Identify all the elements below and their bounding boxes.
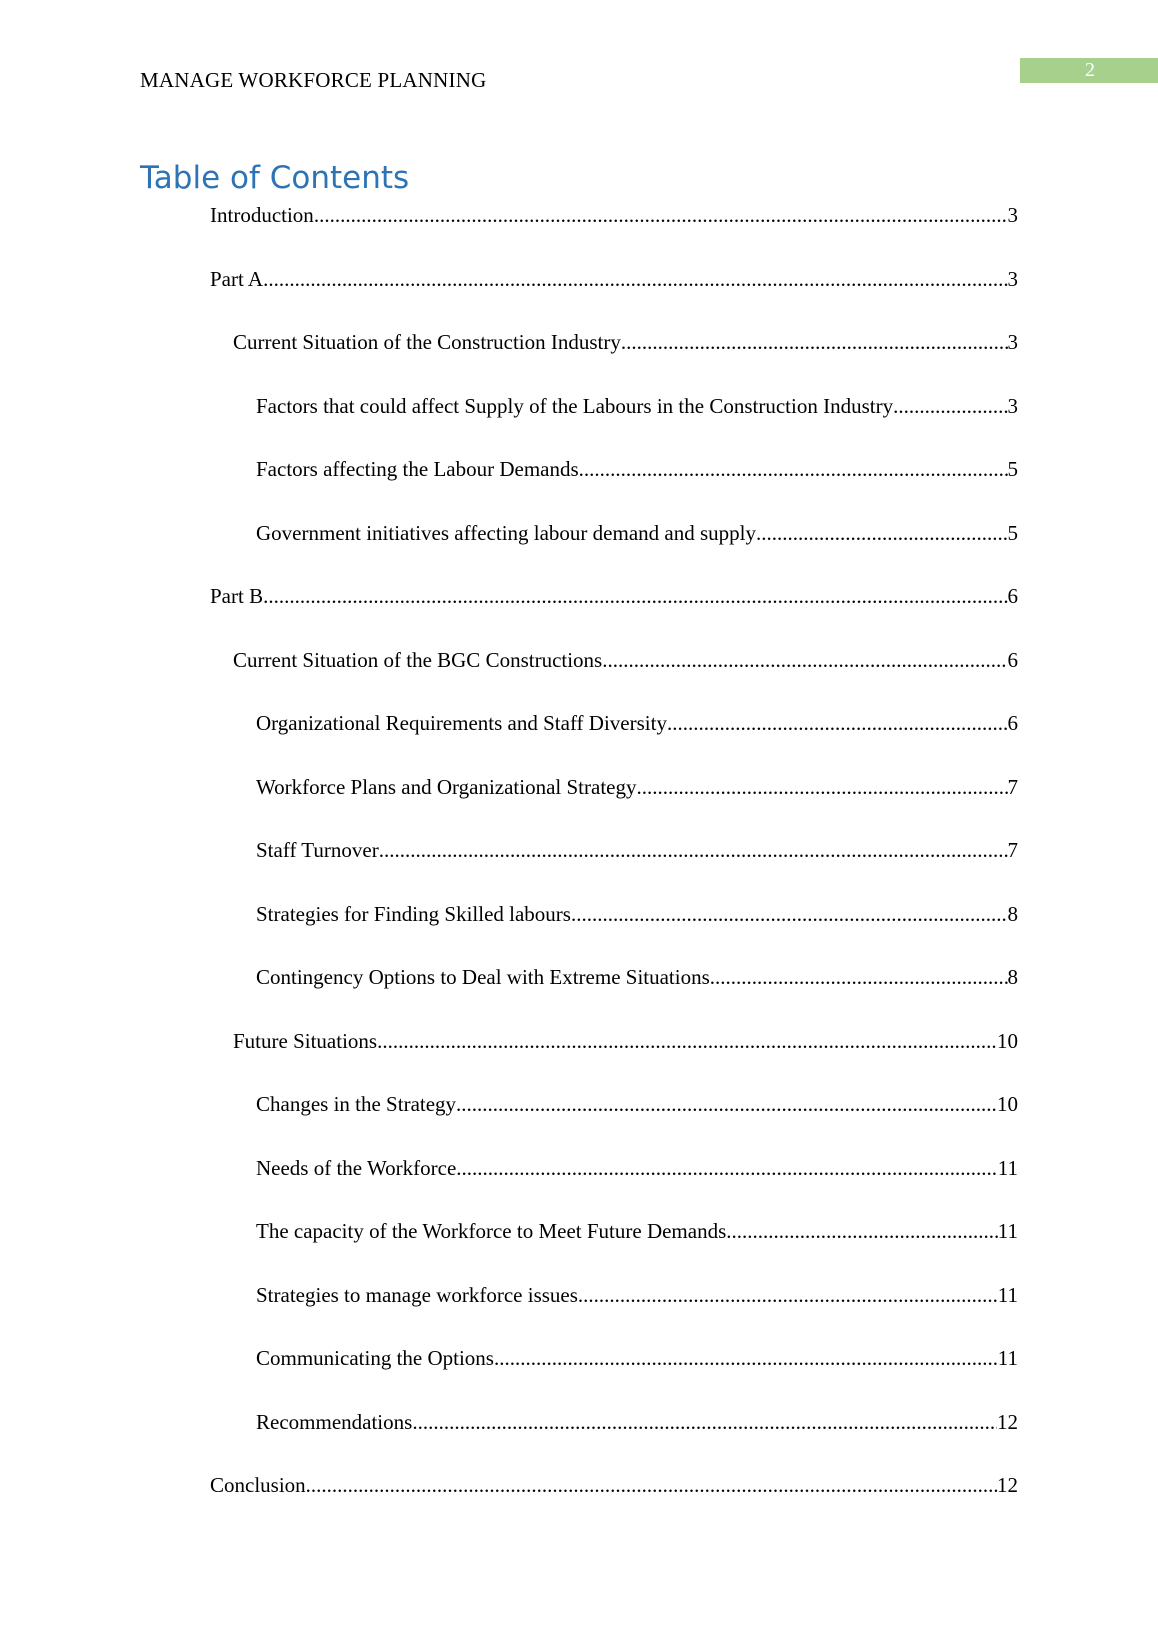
toc-dot-leader <box>412 1410 997 1435</box>
toc-entry-changes-strategy[interactable] <box>0 1089 1158 1153</box>
toc-entry-introduction[interactable] <box>0 200 1158 264</box>
toc-entry-text: Factors that could affect Supply of the Labours in the Construction Industry <box>256 393 894 418</box>
toc-list <box>0 200 1158 1534</box>
toc-entry-text: The capacity of the Workforce to Meet Future Demands <box>256 1219 727 1243</box>
toc-entry-text: Part B <box>210 584 264 608</box>
toc-dot-leader <box>571 902 1008 927</box>
toc-entry-page: 6 <box>1007 584 1018 608</box>
toc-entry-organizational-requirements[interactable] <box>0 708 1158 772</box>
toc-dot-leader <box>578 1283 998 1308</box>
toc-entry-page: 5 <box>1007 457 1018 481</box>
toc-entry-strategies-workforce-issues[interactable] <box>0 1280 1158 1344</box>
toc-title: Table of Contents <box>140 160 410 196</box>
toc-entry-factors-demands[interactable] <box>0 454 1158 518</box>
toc-entry-text: Contingency Options to Deal with Extreme Situations <box>256 965 710 989</box>
toc-entry-text: Strategies for Finding Skilled labours <box>256 901 571 926</box>
toc-dot-leader <box>377 1029 997 1054</box>
toc-dot-leader <box>726 1219 998 1244</box>
toc-dot-leader <box>602 648 1007 673</box>
toc-entry-communicating-options[interactable] <box>0 1343 1158 1407</box>
toc-entry-page: 10 <box>997 1092 1018 1116</box>
toc-entry-text: Workforce Plans and Organizational Strategy <box>256 774 637 799</box>
toc-entry-page: 3 <box>1007 266 1018 291</box>
toc-dot-leader <box>314 203 1008 228</box>
toc-entry-page: 11 <box>997 1155 1018 1180</box>
toc-entry-text: Recommendations <box>256 1409 413 1434</box>
toc-entry-page: 8 <box>1007 965 1018 989</box>
toc-entry-page: 12 <box>997 1409 1018 1434</box>
toc-entry-page: 11 <box>997 1282 1018 1307</box>
toc-entry-text: Communicating the Options <box>256 1346 494 1370</box>
toc-entry-page: 12 <box>997 1473 1018 1497</box>
toc-entry-page: 3 <box>1007 330 1018 354</box>
toc-dot-leader <box>710 965 1008 990</box>
toc-entry-page: 7 <box>1007 774 1018 799</box>
toc-entry-text: Future Situations <box>233 1028 378 1053</box>
toc-entry-future-situations[interactable] <box>0 1026 1158 1090</box>
toc-entry-current-situation-construction[interactable] <box>0 327 1158 391</box>
toc-entry-page: 8 <box>1007 901 1018 926</box>
toc-entry-contingency-options[interactable] <box>0 962 1158 1026</box>
toc-dot-leader <box>306 1473 997 1498</box>
toc-entry-current-situation-bgc[interactable] <box>0 645 1158 709</box>
toc-entry-text: Current Situation of the Construction Industry <box>233 330 621 354</box>
toc-entry-text: Current Situation of the BGC Constructions <box>233 647 603 672</box>
toc-dot-leader <box>621 330 1008 355</box>
toc-entry-strategies-skilled-labours[interactable] <box>0 899 1158 963</box>
toc-entry-text: Government initiatives affecting labour demand and supply <box>256 520 756 545</box>
toc-entry-text: Conclusion <box>210 1473 306 1497</box>
toc-entry-conclusion[interactable] <box>0 1470 1158 1534</box>
toc-entry-text: Part A <box>210 266 264 291</box>
toc-entry-needs-workforce[interactable] <box>0 1153 1158 1217</box>
toc-dot-leader <box>893 394 1007 419</box>
toc-entry-workforce-plans[interactable] <box>0 772 1158 836</box>
toc-entry-government-initiatives[interactable] <box>0 518 1158 582</box>
toc-dot-leader <box>579 457 1008 482</box>
toc-entry-page: 11 <box>997 1219 1018 1243</box>
running-header-title: MANAGE WORKFORCE PLANNING <box>140 68 487 92</box>
toc-entry-page: 5 <box>1007 520 1018 545</box>
toc-entry-part-a[interactable] <box>0 264 1158 328</box>
toc-dot-leader <box>263 267 1007 292</box>
toc-dot-leader <box>494 1346 998 1371</box>
toc-entry-staff-turnover[interactable] <box>0 835 1158 899</box>
toc-entry-text: Organizational Requirements and Staff Diversity <box>256 711 667 735</box>
toc-entry-text: Strategies to manage workforce issues <box>256 1282 578 1307</box>
toc-entry-page: 11 <box>997 1346 1018 1370</box>
toc-entry-page: 3 <box>1007 203 1018 227</box>
toc-entry-page: 3 <box>1007 393 1018 418</box>
toc-dot-leader <box>263 584 1007 609</box>
toc-entry-text: Staff Turnover <box>256 838 379 862</box>
toc-entry-page: 10 <box>997 1028 1018 1053</box>
page-number-badge: 2 <box>1020 58 1158 83</box>
toc-entry-factors-supply[interactable] <box>0 391 1158 455</box>
toc-dot-leader <box>667 711 1008 736</box>
toc-dot-leader <box>456 1156 998 1181</box>
toc-entry-text: Introduction <box>210 203 314 227</box>
toc-entry-page: 6 <box>1007 711 1018 735</box>
toc-entry-page: 7 <box>1007 838 1018 862</box>
toc-entry-part-b[interactable] <box>0 581 1158 645</box>
toc-entry-page: 6 <box>1007 647 1018 672</box>
toc-entry-recommendations[interactable] <box>0 1407 1158 1471</box>
toc-entry-capacity-workforce[interactable] <box>0 1216 1158 1280</box>
toc-dot-leader <box>636 775 1007 800</box>
toc-entry-text: Factors affecting the Labour Demands <box>256 457 579 481</box>
toc-dot-leader <box>379 838 1008 863</box>
toc-dot-leader <box>456 1092 997 1117</box>
toc-dot-leader <box>756 521 1008 546</box>
toc-entry-text: Changes in the Strategy <box>256 1092 457 1116</box>
toc-entry-text: Needs of the Workforce <box>256 1155 457 1180</box>
